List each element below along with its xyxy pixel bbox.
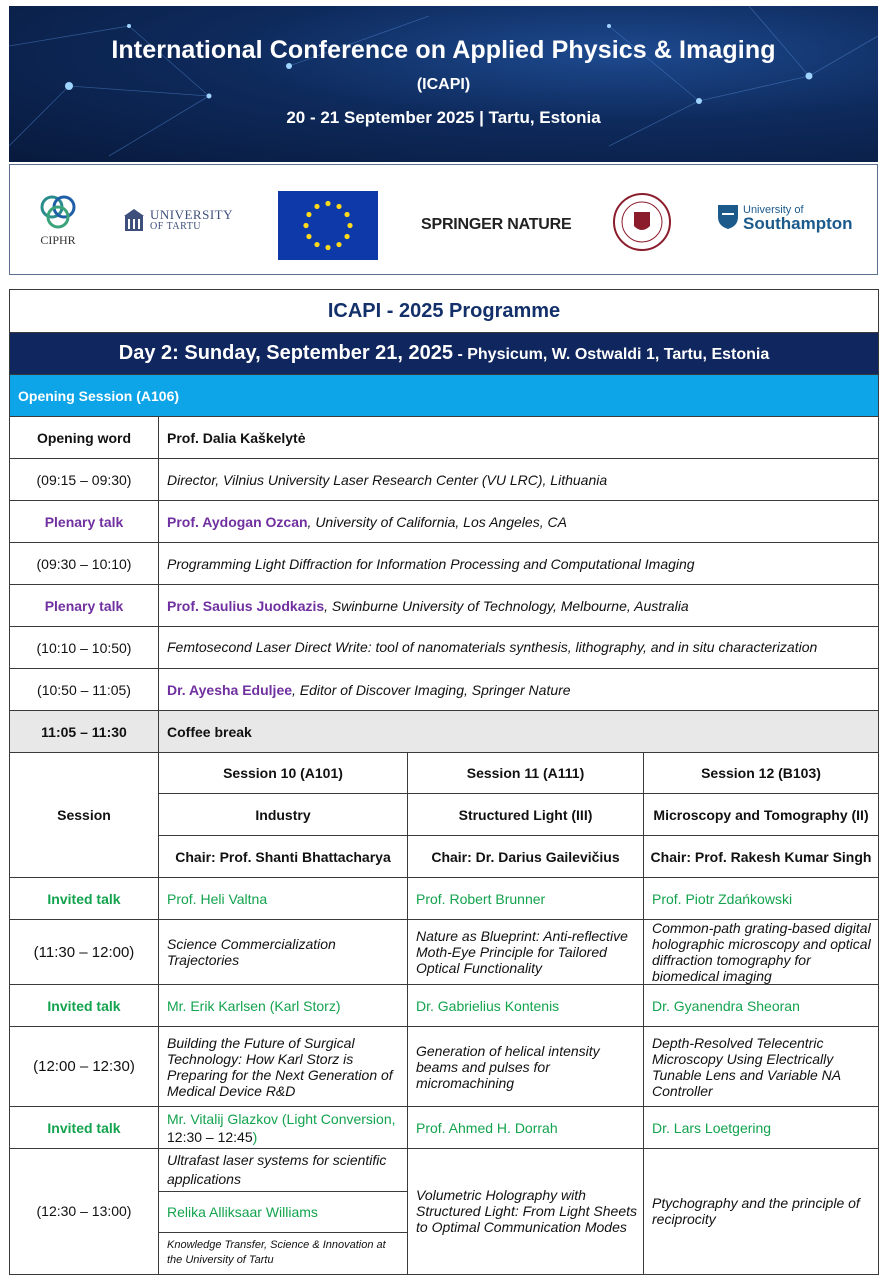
coffee-break-row: 11:05 – 11:30 Coffee break <box>10 711 879 753</box>
eu-star-icon <box>314 204 319 209</box>
eu-stars-icon <box>278 191 378 260</box>
southampton-shield-icon <box>717 204 739 230</box>
programme-table <box>9 289 879 1275</box>
vilnius-seal-icon <box>612 192 672 252</box>
sponsor-logos-bar <box>9 164 878 275</box>
opening-session-header: Opening Session (A106) <box>10 375 879 417</box>
ciphr-logo: CIPHR <box>32 191 84 248</box>
eu-star-icon <box>303 223 308 228</box>
conference-dates-location: 20 - 21 September 2025 | Tartu, Estonia <box>286 108 601 127</box>
eu-star-icon <box>336 204 341 209</box>
springer-nature-logo: SPRINGER NATURE <box>421 216 572 233</box>
eu-star-icon <box>344 212 349 217</box>
university-of-southampton-logo: University of Southampton <box>717 203 853 231</box>
eu-star-icon <box>344 234 349 239</box>
programme-title: ICAPI - 2025 Programme <box>10 290 879 333</box>
session-chairs-row: Chair: Prof. Shanti Bhattacharya Chair: Dr. Darius Gailevičius Chair: Prof. Rakesh Kumar Singh <box>10 836 879 878</box>
session-topics-row: Industry Structured Light (III) Microscopy and Tomography (II) <box>10 794 879 836</box>
table-row: (10:10 – 10:50) Femtosecond Laser Direct Write: tool of nanomaterials synthesis, lithography, and in situ characterization <box>10 627 879 669</box>
talk-row: (12:00 – 12:30) Building the Future of Surgical Technology: How Karl Storz is Preparing for the Next Generation of Medical Device R&D Generation of helical intensity beams and pulses for micromachining Depth-Resolved Telecentric Microscopy Using Electrically Tunable Lens and Variable NA Controller <box>10 1027 879 1107</box>
conference-banner <box>9 6 878 162</box>
eu-star-icon <box>347 223 352 228</box>
eu-star-icon <box>325 201 330 206</box>
eu-star-icon <box>306 212 311 217</box>
conference-title: International Conference on Applied Physics & Imaging <box>111 36 776 64</box>
eu-star-icon <box>306 234 311 239</box>
table-row: (10:50 – 11:05) Dr. Ayesha Eduljee, Editor of Discover Imaging, Springer Nature <box>10 669 879 711</box>
conference-acronym: (ICAPI) <box>416 76 471 93</box>
session-names-row: Session Session 10 (A101) Session 11 (A111) Session 12 (B103) <box>10 753 879 794</box>
table-row: Plenary talk Prof. Saulius Juodkazis, Swinburne University of Technology, Melbourne, Australia <box>10 585 879 627</box>
eu-star-icon <box>314 242 319 247</box>
invited-talk-row: Invited talk Mr. Vitalij Glazkov (Light Conversion, 12:30 – 12:45) Prof. Ahmed H. Dorrah Dr. Lars Loetgering <box>10 1107 879 1149</box>
talk-row: (12:30 – 13:00) Ultrafast laser systems for scientific applications Relika Alliksaar Williams Knowledge Transfer, Science & Innovation at the University of Tartu Volumetric Holography with Structured Light: From Light Sheets to Optimal Communication Modes Ptychography and the principle of reciprocity <box>10 1149 879 1275</box>
table-row: Opening word Prof. Dalia Kaškelytė <box>10 417 879 459</box>
invited-talk-row: Invited talk Mr. Erik Karlsen (Karl Storz) Dr. Gabrielius Kontenis Dr. Gyanendra Sheoran <box>10 985 879 1027</box>
eu-star-icon <box>325 245 330 250</box>
university-of-tartu-logo: UNIVERSITY OF TARTU <box>124 209 233 233</box>
invited-talk-row: Invited talk Prof. Heli Valtna Prof. Robert Brunner Prof. Piotr Zdańkowski <box>10 878 879 920</box>
vilnius-university-seal <box>612 192 672 252</box>
table-row: (09:15 – 09:30) Director, Vilnius University Laser Research Center (VU LRC), Lithuania <box>10 459 879 501</box>
ciphr-knot-icon <box>36 191 80 231</box>
table-row: Plenary talk Prof. Aydogan Ozcan, University of California, Los Angeles, CA <box>10 501 879 543</box>
day-heading: Day 2: Sunday, September 21, 2025 - Physicum, W. Ostwaldi 1, Tartu, Estonia <box>10 333 879 375</box>
table-row: (09:30 – 10:10) Programming Light Diffraction for Information Processing and Computational Imaging <box>10 543 879 585</box>
eu-star-icon <box>336 242 341 247</box>
talk-row: (11:30 – 12:00) Science Commercialization Trajectories Nature as Blueprint: Anti-reflective Moth-Eye Principle for Tailored Optical Functionality Common-path grating-based digital holographic microscopy and optical diffraction tomography for biomedical imaging <box>10 920 879 985</box>
tartu-building-icon <box>124 209 144 233</box>
eu-flag-logo <box>278 191 378 260</box>
